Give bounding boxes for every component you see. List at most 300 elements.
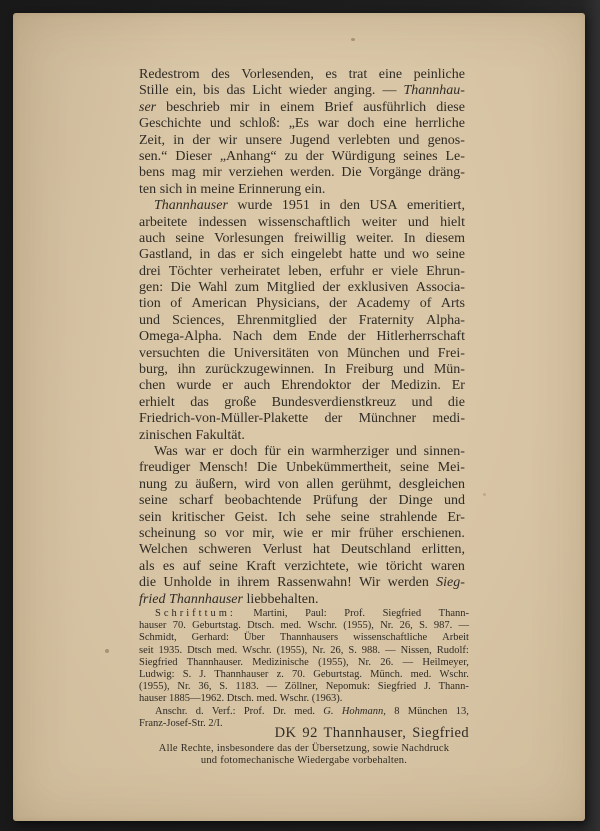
word: Münch. [370,668,403,680]
text-line [139,296,465,312]
text-line [139,693,469,705]
text-line [139,247,465,263]
word: Licht [252,83,282,99]
word: er [212,443,224,459]
word: herrliche [415,116,465,132]
word: Siegfried [139,656,178,668]
word: Geist. [234,509,268,525]
word: töricht [385,558,423,574]
text-line [139,444,465,460]
word: Erinnerung [238,181,302,197]
word: Siegfried [382,608,422,619]
word: trat [348,67,368,82]
text-line [139,657,469,669]
word: hauser [139,693,167,705]
word: wieder [288,83,327,99]
word: Vorlesenden, [241,67,314,82]
word: In [324,362,336,378]
word: wie [357,558,378,574]
word: Nr. [380,620,394,632]
word: Martini, [253,608,288,619]
word: Welchen [139,542,188,558]
word: doch [347,116,375,132]
paper-speck [105,649,109,653]
word: Medizinische [252,656,309,668]
word: exklusiven [347,280,409,296]
word: Die [170,280,191,296]
word: 1935. [158,644,183,656]
word: Unbekümmertheit, [285,460,392,476]
word: Wschr. [439,668,469,680]
word: gen: [139,280,164,296]
word: Freiburg [345,362,394,378]
word: hatte [349,247,377,263]
word: med. [216,644,238,656]
word: Fakultät. [195,427,245,443]
word: J. [199,668,207,680]
word: der [324,411,343,427]
word: Dtsch. [247,620,275,632]
word: of [170,296,182,312]
word: für [264,443,281,459]
word: wird [244,476,271,492]
text-line [139,493,465,509]
word: 2/I. [208,718,223,730]
word: sein [139,509,162,525]
word: ihrem [237,575,270,591]
word: Mensch! [199,460,249,476]
word: „Anhang“ [219,148,277,164]
word: und [408,345,430,361]
word: (1955), [276,644,308,656]
word: Geschichte [139,116,202,132]
word: Siegfried [377,681,417,693]
word: freiwillig [293,230,346,246]
word: — [382,83,397,99]
word: zinischen [139,427,192,443]
word: Wschr. [307,620,337,632]
text-line [139,231,465,247]
word: sowie [372,743,399,754]
word: seines [403,148,438,164]
word: Dr. [272,706,286,717]
word: (1963). [311,693,343,705]
word: sehe [305,509,331,525]
word: med. [256,693,278,705]
word: Dinge [398,493,433,509]
word: war [184,443,206,459]
word: verheiratet [220,263,281,279]
word: 987. [433,620,453,632]
word: Wir [359,575,381,591]
word: und [209,116,231,132]
word: in [173,132,185,148]
word: Dtsch. [226,693,254,705]
word: Associa- [415,280,465,296]
word: und [395,443,417,459]
word: liebbehalten. [246,591,319,607]
word: Nr. [312,644,326,656]
word: — [458,620,469,632]
word: und [200,754,218,766]
word: ten [139,181,157,197]
text-line [139,149,465,165]
word: beobachtende [224,493,302,509]
word: werden. [289,165,335,181]
text-line [139,378,465,394]
word: das [277,743,292,754]
word: wurde [237,198,273,214]
word: eine [383,116,407,132]
word: viele [390,263,419,279]
text-line [139,510,465,526]
word: auf [182,558,201,574]
word: Paul: [305,608,327,619]
word: S. [182,668,192,680]
word: mir [202,165,222,181]
dk-classification-line: DK 92 Thannhauser, Siegfried [274,725,469,741]
word: 13, [455,706,469,717]
word: seine [436,247,465,263]
word: sich [159,181,183,197]
word: fotomechanische [220,754,295,766]
word: scharf [179,493,214,509]
word: seine [400,460,429,476]
word: Franz-Josef-Str. [139,718,206,730]
word: des [211,67,230,82]
word: of [419,296,432,312]
word: Schmidt, [139,632,177,644]
word: Omega-Alpha. [139,329,222,345]
word: waren [430,558,465,574]
word: Nissen, [400,644,432,656]
word: doch [230,443,258,459]
text-line [139,645,469,657]
text-line [139,83,465,99]
word: 26, [330,644,344,656]
word: Münchner [358,411,417,427]
word: 1951 [281,198,310,214]
word: med. [410,668,432,680]
word: allen [306,476,334,492]
word: der [305,148,324,164]
word: Thann- [438,681,469,693]
word: warmherziger [311,443,390,459]
word: Was [154,443,178,459]
text-line [139,198,465,214]
word: und [398,132,420,148]
text-line [139,460,465,476]
word: weiter. [355,230,394,246]
word: Über [243,632,265,644]
main-text-block [139,67,465,608]
word: er [311,525,323,541]
word: äußern, [195,476,237,492]
word: Zöllner, [284,681,318,693]
word: es [162,558,175,574]
word: Ludwig: [139,668,175,680]
word: emeritiert, [407,198,465,214]
word: peinliche [413,67,465,82]
word: Die [256,460,278,476]
word: hauser [139,620,167,632]
word: „Es [288,116,309,132]
word: weiter [361,214,397,230]
text-line [139,681,469,693]
word: seit [139,644,154,656]
text-line [139,526,465,542]
word: und [443,493,465,509]
word: Gerhard: [191,632,229,644]
text-line [139,165,465,181]
word: der [322,280,341,296]
word: Ehrun- [426,263,465,279]
word: wurde [176,378,212,394]
word: sen.“ [139,148,168,164]
word: große [224,394,257,410]
word: med. [280,620,302,632]
word: die [208,345,226,361]
text-line [139,477,465,493]
word: in [259,99,271,115]
italic-word: Sieg- [436,575,465,591]
word: auch [243,378,271,394]
word: erlitten, [421,542,465,558]
word: 1183. [235,681,259,693]
word: Thannhausers [279,632,339,644]
word: Stille [139,83,169,99]
rights-notice-block [126,743,482,767]
word: seine [340,509,370,525]
word: Nach [232,329,263,345]
word: kritischer [171,509,225,525]
word: Ehrenmitglied [236,312,317,328]
word: das [226,83,246,99]
word: (1955), [318,656,349,668]
word: München [407,706,448,717]
word: 36, [198,681,212,693]
word: Geburtstag. [313,668,362,680]
word: in [199,247,211,263]
word: eingelebt [290,247,343,263]
word: Rudolf: [436,644,469,656]
text-line [139,67,465,83]
word: der [369,493,388,509]
word: Hitlerherrschaft [376,329,465,345]
word: beschrieb [166,99,220,115]
text-line [126,755,482,767]
word: von [277,476,299,492]
text-line [139,575,465,591]
word: er [243,247,255,263]
word: früher [358,525,394,541]
word: und [383,247,405,263]
word: med. [294,706,315,717]
word: wissenschaftliche [353,632,428,644]
word: S. [419,620,428,632]
word: mir [331,525,351,541]
word: werden [387,575,429,591]
word: Geburtstag. [192,620,241,632]
text-line [139,706,469,718]
word: Frei- [437,345,465,361]
word: wir [218,132,238,148]
word: leben, [288,263,322,279]
text-line [139,362,465,378]
word: Die [341,165,362,181]
word: Arts [440,296,465,312]
word: Er- [447,509,465,525]
word: Thannhauser. [186,656,244,668]
word: wie [283,525,304,541]
word: 70. [292,668,306,680]
word: Alle [158,743,178,754]
word: die [139,575,157,591]
italic-word: fried [139,591,166,607]
text-line [139,395,465,411]
word: Würdigung [331,148,396,164]
word: seine [175,230,205,246]
paper-speck [351,38,355,41]
italic-word: Hohmann, [341,706,386,717]
text-line [139,313,465,329]
scanned-page [13,13,585,821]
word: Nr. [177,681,191,693]
word: Schrifttum: [155,608,236,619]
word: 1885—1962. [169,693,225,705]
word: Arbeit [442,632,469,644]
word: einem [280,99,315,115]
text-line [139,620,469,632]
word: Universitäten [233,345,310,361]
word: Wschr. [242,644,272,656]
word: bis [203,83,220,99]
word: insbesondere [216,743,275,754]
word: scheinung [139,525,196,541]
word: diesem [425,230,465,246]
word: ihn [177,362,196,378]
text-line [139,428,465,444]
word: mag [171,165,196,181]
word: genos- [427,132,465,148]
word: Wahl [198,280,228,296]
text-line [139,100,465,116]
word: Mün- [433,362,465,378]
word: eine [378,67,403,82]
word: diese [436,99,465,115]
word: — [402,656,414,668]
word: dem [273,329,298,345]
word: Prof. [344,608,366,619]
word: strahlende [379,509,438,525]
word: der [329,296,347,312]
word: der [347,329,366,345]
text-line [139,542,465,558]
word: die [447,394,465,410]
word: Wschr. [279,693,310,705]
word: gerühmt, [341,476,392,492]
word: — [266,681,277,693]
word: erschienen. [401,525,465,541]
word: München [346,345,400,361]
word: Brief [324,99,354,115]
text-line [139,608,469,620]
word: Sciences, [172,312,225,328]
text-line [139,632,469,644]
word: erhielt [139,394,175,410]
word: Verlust [262,542,302,558]
word: American [191,296,247,312]
word: Vorgänge [368,165,422,181]
word: er [222,378,234,394]
word: Deutschland [340,542,411,558]
word: Rassenwahn! [277,575,352,591]
word: wissenschaftlich [257,214,351,230]
word: S. [219,681,228,693]
word: erfuhr [329,263,365,279]
word: 70. [172,620,186,632]
text-line [139,264,465,280]
word: — [385,644,396,656]
word: ein [287,443,305,459]
word: es [325,67,338,82]
word: Prüfung [312,493,358,509]
word: schweren [198,542,252,558]
word: anging. [333,83,376,99]
paper-speck [483,493,486,496]
word: USA [369,198,398,214]
word: er [372,263,383,279]
word: Prof. [243,706,265,717]
word: J. [424,681,431,693]
word: seine [209,558,238,574]
word: Unholde [163,575,212,591]
word: hielt [440,214,465,230]
word: von [317,345,339,361]
word: und [403,362,425,378]
word: Friedrich-von-Müller-Plakette [139,411,309,427]
word: chen [139,378,166,394]
word: als [139,558,155,574]
word: 988. [361,644,381,656]
word: vorbehalten. [352,754,408,766]
word: vor [225,525,244,541]
italic-word: Thannhauser [169,591,243,607]
word: 8 [394,706,400,717]
word: nung [139,476,167,492]
word: Wiedergabe [297,754,350,766]
italic-word: Thannhau- [403,83,465,99]
text-line [126,743,482,755]
text-line [139,329,465,345]
word: Mitglied [266,280,315,296]
text-line [139,346,465,362]
word: Töchter [168,263,213,279]
text-line [139,182,465,198]
word: mir, [252,525,275,541]
word: in [185,181,197,197]
word: Vorlesungen [214,230,284,246]
word: zum [235,280,260,296]
word: Ende [308,329,337,345]
word: Er [451,378,465,394]
word: verzichtete, [284,558,349,574]
word: Ich [277,509,296,525]
word: arbeitete [139,214,188,230]
word: medi- [432,411,465,427]
word: und [411,394,433,410]
word: zurückzugewinnen. [205,362,315,378]
